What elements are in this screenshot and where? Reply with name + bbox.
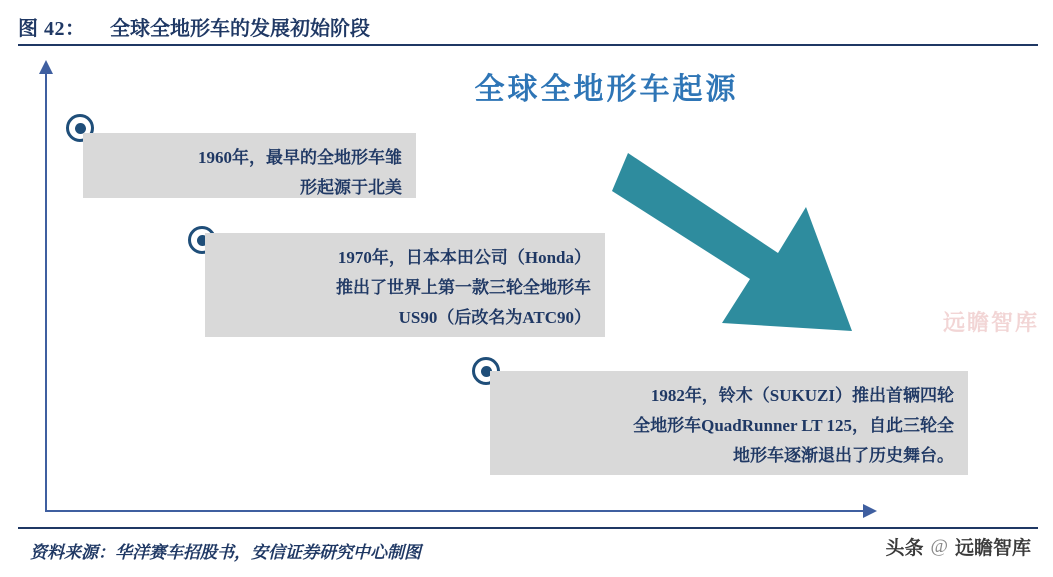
milestone-text-line: 1982年，铃木（SUKUZI）推出首辆四轮 [650,386,954,405]
figure-header [18,12,1038,46]
milestone-text-line: 形起源于北美 [300,178,402,197]
chart-title [0,64,1053,108]
y-axis-line [45,72,47,512]
milestone-text-line: US90（后改名为ATC90） [398,308,591,327]
page-title: 全球全地形车的发展初始阶段 [110,18,370,40]
brand-watermark [885,533,1031,560]
milestone-box-1970 [205,233,605,337]
milestone-text-line: 推出了世界上第一款三轮全地形车 [336,278,591,297]
milestone-text-line: 地形车逐渐退出了历史舞台。 [733,446,954,465]
milestone-text-line: 1970年，日本本田公司（Honda） [337,248,591,267]
chart-title-text: 全球全地形车起源 [474,73,739,106]
milestone-box-1982 [490,371,968,475]
brand-name-text: 头条 [885,538,924,559]
source-note: 资料来源：华洋赛车招股书，安信证券研究中心制图 [30,543,421,562]
footer-divider [18,527,1038,529]
figure-number: 图 42： [18,18,86,40]
header-divider [18,44,1038,46]
brand-separator-text: @ [930,535,948,557]
trend-arrow-icon [610,145,870,345]
brand-sub-text: 远瞻智库 [954,538,1031,559]
milestone-text-line: 1960年，最早的全地形车雏 [198,148,402,167]
x-axis-arrow-icon [863,504,877,518]
milestone-box-1960 [83,133,416,198]
watermark-faint: 远瞻智库 [942,310,1039,335]
milestone-text-line: 全地形车QuadRunner LT 125，自此三轮全 [633,416,954,435]
x-axis-line [45,510,865,512]
